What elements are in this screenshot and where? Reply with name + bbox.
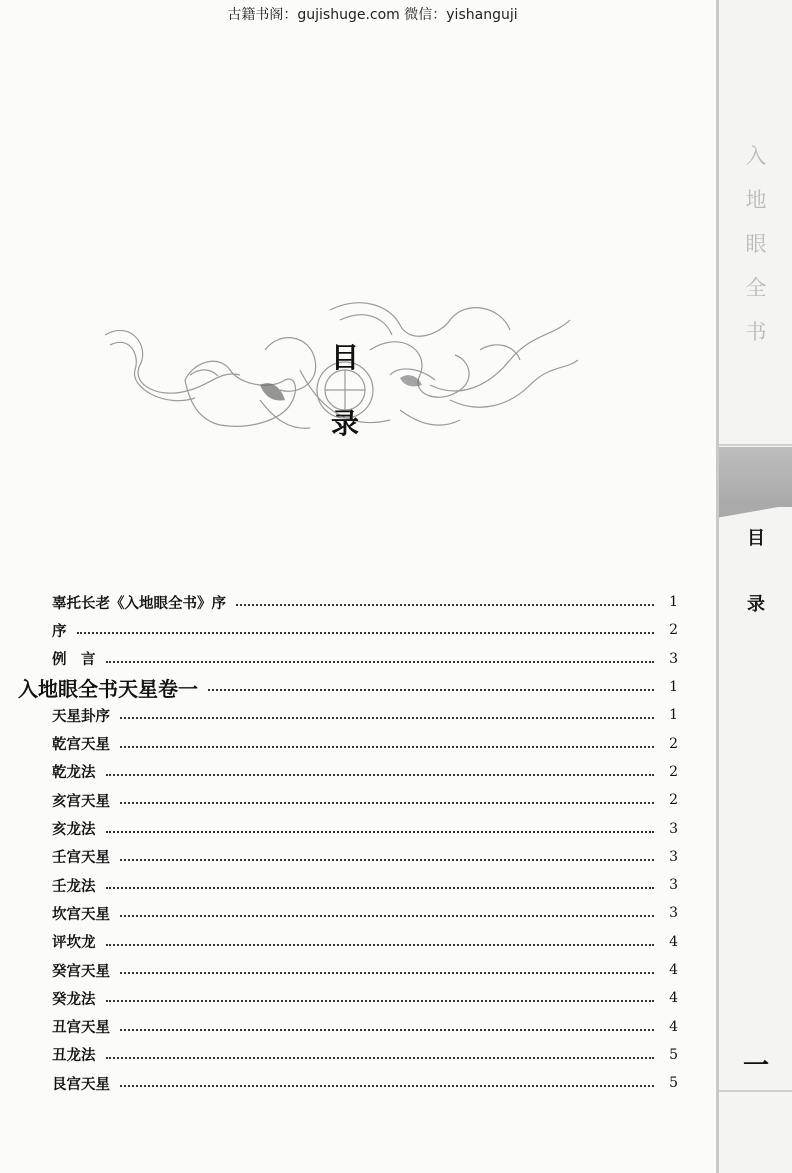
toc-leader-dots bbox=[120, 746, 654, 748]
toc-page-number: 4 bbox=[669, 962, 678, 978]
toc-entry-label: 壬宫天星 bbox=[52, 850, 110, 867]
toc-chapter-row[interactable] bbox=[0, 673, 700, 701]
toc-leader-dots bbox=[120, 1029, 654, 1031]
toc-leader-dots bbox=[106, 1057, 655, 1059]
book-title-char: 书 bbox=[745, 320, 767, 344]
toc-page-number: 3 bbox=[669, 820, 678, 837]
toc-row[interactable] bbox=[0, 616, 700, 644]
toc-entry-label: 丑龙法 bbox=[52, 1048, 96, 1065]
toc-entry-label: 壬龙法 bbox=[52, 878, 96, 895]
strip-section-label bbox=[731, 524, 781, 616]
book-title-char: 地 bbox=[745, 188, 767, 212]
toc-row[interactable] bbox=[0, 899, 700, 927]
banner-title-char-2: 录 bbox=[330, 407, 359, 440]
toc-page-number: 1 bbox=[669, 679, 678, 696]
toc-leader-dots bbox=[120, 915, 654, 917]
toc-entry-label: 艮宫天星 bbox=[52, 1076, 110, 1093]
toc-leader-dots bbox=[106, 661, 655, 663]
toc-page-number: 3 bbox=[669, 877, 678, 894]
toc-leader-dots bbox=[208, 689, 654, 691]
toc-entry-label: 亥宫天星 bbox=[52, 793, 110, 810]
table-of-contents bbox=[0, 588, 700, 1097]
toc-entry-label: 癸宫天星 bbox=[52, 963, 110, 980]
toc-entry-label: 乾龙法 bbox=[52, 765, 96, 782]
toc-leader-dots bbox=[120, 1085, 654, 1087]
toc-page-number: 4 bbox=[669, 933, 678, 950]
toc-page-number: 5 bbox=[669, 1075, 678, 1092]
toc-page-number: 4 bbox=[669, 1018, 678, 1035]
toc-leader-dots bbox=[236, 604, 654, 606]
toc-row[interactable] bbox=[0, 843, 700, 871]
toc-entry-label: 乾宫天星 bbox=[52, 737, 110, 754]
toc-entry-label: 序 bbox=[52, 623, 67, 640]
banner-title-char-1: 目 bbox=[330, 341, 359, 374]
page-number: 一 bbox=[742, 1051, 769, 1081]
toc-row[interactable] bbox=[0, 701, 700, 729]
toc-row[interactable] bbox=[0, 1041, 700, 1069]
toc-row[interactable] bbox=[0, 956, 700, 984]
toc-entry-label: 亥龙法 bbox=[52, 822, 96, 839]
toc-row[interactable] bbox=[0, 786, 700, 814]
toc-leader-dots bbox=[106, 1000, 655, 1002]
toc-entry-label: 坎宫天星 bbox=[52, 906, 110, 923]
toc-row[interactable] bbox=[0, 588, 700, 616]
toc-row[interactable] bbox=[0, 645, 700, 673]
strip-divider bbox=[719, 444, 792, 446]
toc-page-number: 1 bbox=[669, 707, 678, 724]
toc-page-number: 1 bbox=[669, 594, 678, 611]
toc-page-number: 2 bbox=[669, 763, 678, 780]
toc-row[interactable] bbox=[0, 984, 700, 1012]
toc-leader-dots bbox=[120, 972, 654, 974]
toc-entry-label: 辜托长老《入地眼全书》序 bbox=[52, 595, 226, 612]
toc-entry-label: 天星卦序 bbox=[52, 708, 110, 725]
toc-row[interactable] bbox=[0, 814, 700, 842]
toc-row[interactable] bbox=[0, 729, 700, 757]
toc-page-number: 3 bbox=[669, 650, 678, 667]
strip-section-band bbox=[719, 447, 792, 507]
side-tab-strip bbox=[716, 0, 792, 1173]
section-char: 录 bbox=[747, 594, 765, 615]
watermark: 古籍书阁：gujishuge.com 微信：yishanguji bbox=[227, 7, 518, 23]
toc-row[interactable] bbox=[0, 758, 700, 786]
toc-leader-dots bbox=[106, 944, 655, 946]
toc-page-number: 2 bbox=[669, 792, 678, 809]
toc-entry-label: 评坎龙 bbox=[52, 935, 96, 952]
toc-leader-dots bbox=[106, 774, 655, 776]
book-title-char: 入 bbox=[745, 144, 767, 168]
toc-leader-dots bbox=[77, 632, 655, 634]
toc-leader-dots bbox=[120, 859, 654, 861]
toc-entry-label: 癸龙法 bbox=[52, 991, 96, 1008]
toc-page-number: 2 bbox=[669, 735, 678, 752]
toc-page-number: 2 bbox=[669, 622, 678, 639]
toc-page-number: 3 bbox=[669, 848, 678, 865]
section-char: 目 bbox=[747, 528, 765, 549]
toc-page-number: 5 bbox=[669, 1046, 678, 1063]
strip-divider-bottom bbox=[719, 1090, 792, 1092]
toc-leader-dots bbox=[106, 831, 655, 833]
toc-entry-label: 例 言 bbox=[52, 652, 96, 669]
banner-title bbox=[330, 336, 360, 442]
toc-row[interactable] bbox=[0, 1012, 700, 1040]
toc-leader-dots bbox=[106, 887, 655, 889]
toc-leader-dots bbox=[120, 717, 654, 719]
toc-entry-label: 入地眼全书天星卷一 bbox=[18, 676, 198, 701]
toc-page-number: 3 bbox=[669, 905, 678, 922]
toc-row[interactable] bbox=[0, 928, 700, 956]
toc-row[interactable] bbox=[0, 871, 700, 899]
book-title-char: 眼 bbox=[745, 232, 767, 256]
toc-page-number: 4 bbox=[669, 990, 678, 1007]
book-title-vertical bbox=[731, 140, 781, 346]
toc-row[interactable] bbox=[0, 1069, 700, 1097]
book-title-char: 全 bbox=[745, 276, 767, 300]
toc-entry-label: 丑宫天星 bbox=[52, 1020, 110, 1037]
toc-leader-dots bbox=[120, 802, 654, 804]
